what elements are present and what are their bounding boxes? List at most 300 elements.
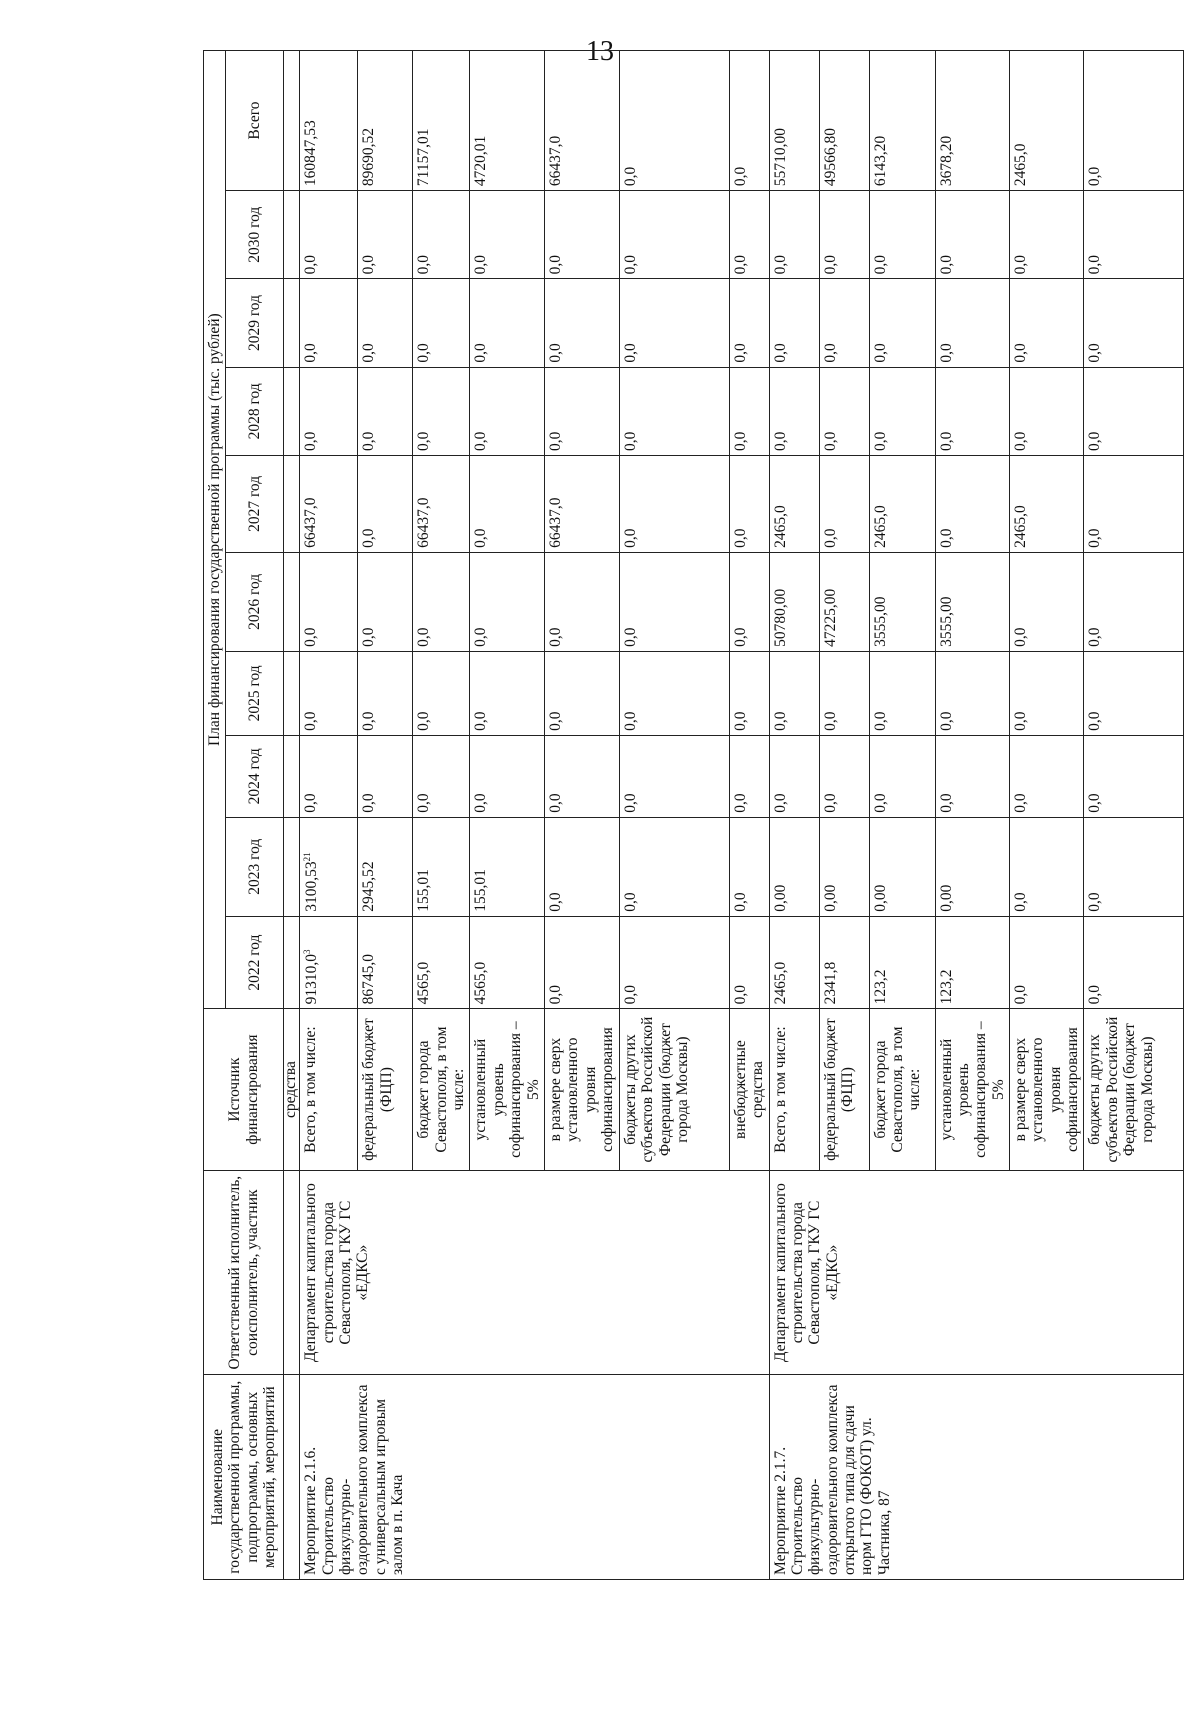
value-text: 0,0	[821, 793, 839, 813]
value-text: 155,01	[472, 869, 490, 912]
year-value	[413, 735, 470, 817]
year-value	[1010, 191, 1084, 279]
year-value	[358, 817, 413, 916]
year-value	[1010, 817, 1084, 916]
year-value	[413, 552, 470, 651]
value-text: 0,0	[415, 627, 433, 647]
year-value	[470, 817, 544, 916]
value-text: 50780,00	[771, 588, 789, 647]
value-text: 0,0	[472, 431, 490, 451]
year-value	[869, 651, 935, 735]
value-text: 66437,0	[415, 497, 433, 548]
year-value	[544, 735, 619, 817]
value-text: 2465,0	[771, 505, 789, 548]
year-value	[358, 916, 413, 1009]
year-value	[819, 735, 869, 817]
value-text: 0,0	[302, 793, 320, 813]
year-value	[935, 735, 1009, 817]
year-value	[769, 651, 819, 735]
funding-source: в размере сверх установленного уровня софинансирования	[544, 1009, 619, 1171]
value-text: 0,0	[621, 431, 639, 451]
year-value	[819, 651, 869, 735]
value-text: 0,0	[871, 793, 889, 813]
year-value	[769, 279, 819, 367]
value-text: 0,0	[360, 343, 378, 363]
footnote-mark: 3	[302, 949, 313, 954]
value-text: 55710,00	[771, 127, 789, 187]
year-value	[935, 552, 1009, 651]
year-value	[769, 367, 819, 455]
year-value	[413, 455, 470, 552]
value-text: 0,0	[415, 255, 433, 275]
value-text: 0,0	[937, 711, 955, 731]
year-value	[300, 735, 358, 817]
value-text: 0,0	[731, 984, 749, 1005]
value-text: 0,0	[1012, 255, 1030, 275]
value-text: 0,0	[1012, 793, 1030, 813]
year-value	[935, 651, 1009, 735]
header-year: 2026 год	[226, 552, 284, 651]
year-value	[300, 817, 358, 916]
year-value	[358, 651, 413, 735]
year-value	[1084, 279, 1184, 367]
value-text: 0,0	[546, 711, 564, 731]
year-value	[413, 191, 470, 279]
year-value	[1010, 279, 1084, 367]
header-plan: План финансирования государственной программы (тыс. рублей)	[204, 51, 226, 1009]
year-value	[869, 817, 935, 916]
funding-source: установленный уровень софинансирования – 5%	[470, 1009, 544, 1171]
value-text: 0,0	[415, 793, 433, 813]
year-value	[544, 455, 619, 552]
value-text: 0,0	[1086, 528, 1104, 548]
year-value	[413, 651, 470, 735]
funding-source: федеральный бюджет (ФЦП)	[819, 1009, 869, 1171]
value-text: 0,0	[771, 711, 789, 731]
value-text: 0,00	[771, 884, 789, 912]
year-value	[619, 191, 729, 279]
value-text: 0,0	[360, 627, 378, 647]
year-value	[300, 191, 358, 279]
header-name: Наименование государственной программы, подпрограммы, основных мероприятий, мероприятий	[204, 1375, 284, 1580]
year-value	[619, 735, 729, 817]
value-text: 49566,80	[821, 127, 839, 187]
value-text: 0,0	[1086, 711, 1104, 731]
value-text: 0,0	[621, 166, 639, 187]
value-text: 66437,0	[546, 497, 564, 548]
year-value	[544, 817, 619, 916]
value-text: 0,0	[546, 793, 564, 813]
continuation-source: средства	[284, 1009, 300, 1171]
year-value	[769, 735, 819, 817]
value-text: 123,2	[871, 969, 889, 1005]
total-value	[300, 51, 358, 191]
value-text: 0,0	[302, 431, 320, 451]
value-text: 0,0	[415, 431, 433, 451]
value-text: 0,0	[302, 711, 320, 731]
value-text: 0,0	[472, 793, 490, 813]
year-value	[869, 916, 935, 1009]
value-text: 0,0	[360, 255, 378, 275]
funding-source: внебюджетные средства	[729, 1009, 769, 1171]
year-value	[413, 367, 470, 455]
funding-source: федеральный бюджет (ФЦП)	[358, 1009, 413, 1171]
year-value	[729, 191, 769, 279]
responsible-executor: Департамент капитального строительства города Севастополя, ГКУ ГС «ЕДКС»	[300, 1170, 769, 1375]
value-text: 0,0	[731, 627, 749, 647]
year-value	[619, 455, 729, 552]
header-responsible: Ответственный исполнитель, соисполнитель, участник	[204, 1170, 284, 1375]
year-value	[358, 191, 413, 279]
year-value	[619, 651, 729, 735]
year-value	[470, 191, 544, 279]
value-text: 0,0	[546, 431, 564, 451]
value-text: 2945,52	[360, 861, 378, 912]
year-value	[935, 916, 1009, 1009]
value-text: 0,0	[360, 793, 378, 813]
year-value	[413, 279, 470, 367]
year-value	[769, 552, 819, 651]
header-year: 2030 год	[226, 191, 284, 279]
value-text: 0,0	[731, 431, 749, 451]
value-text: 0,0	[415, 711, 433, 731]
value-text: 0,0	[937, 793, 955, 813]
value-text: 0,0	[1086, 793, 1104, 813]
year-value	[819, 455, 869, 552]
year-value	[544, 279, 619, 367]
value-text: 0,0	[546, 255, 564, 275]
value-text: 91310,0	[303, 953, 321, 1005]
value-text: 0,0	[302, 255, 320, 275]
year-value	[544, 367, 619, 455]
year-value	[470, 367, 544, 455]
year-value	[935, 191, 1009, 279]
value-text: 89690,52	[360, 127, 378, 187]
header-source: Источник финансирования	[204, 1009, 284, 1171]
year-value	[1084, 735, 1184, 817]
value-text: 0,0	[360, 528, 378, 548]
value-text: 0,0	[621, 528, 639, 548]
year-value	[819, 367, 869, 455]
funding-source: бюджет города Севастополя, в том числе:	[869, 1009, 935, 1171]
value-text: 123,2	[937, 969, 955, 1005]
page-number: 13	[586, 36, 614, 67]
value-text: 0,0	[472, 711, 490, 731]
total-value	[1010, 51, 1084, 191]
year-value	[819, 552, 869, 651]
year-value	[358, 735, 413, 817]
year-value	[470, 735, 544, 817]
year-value	[729, 455, 769, 552]
activity-name: Мероприятие 2.1.6. Строительство физкультурно-оздоровительного комплекса с универсальным игровым залом в п. Кача	[300, 1375, 769, 1580]
value-text: 0,0	[937, 343, 955, 363]
value-text: 0,0	[821, 431, 839, 451]
year-value	[1010, 916, 1084, 1009]
value-text: 0,0	[821, 255, 839, 275]
year-value	[729, 552, 769, 651]
value-text: 0,0	[771, 343, 789, 363]
year-value	[300, 916, 358, 1009]
total-value	[470, 51, 544, 191]
year-value	[729, 367, 769, 455]
value-text: 0,0	[871, 255, 889, 275]
value-text: 0,0	[621, 627, 639, 647]
responsible-executor: Департамент капитального строительства города Севастополя, ГКУ ГС «ЕДКС»	[769, 1170, 1184, 1375]
funding-source: Всего, в том числе:	[300, 1009, 358, 1171]
value-text: 0,0	[821, 711, 839, 731]
value-text: 0,0	[1086, 892, 1104, 912]
year-value	[769, 455, 819, 552]
year-value	[619, 279, 729, 367]
value-text: 0,0	[621, 343, 639, 363]
total-value	[413, 51, 470, 191]
header-year: 2024 год	[226, 735, 284, 817]
year-value	[1084, 817, 1184, 916]
value-text: 0,0	[621, 793, 639, 813]
value-text: 0,0	[1012, 627, 1030, 647]
year-value	[619, 817, 729, 916]
header-year: 2027 год	[226, 455, 284, 552]
value-text: 2341,8	[821, 961, 839, 1005]
year-value	[544, 651, 619, 735]
value-text: 0,0	[731, 166, 749, 187]
year-value	[819, 191, 869, 279]
value-text: 71157,01	[415, 128, 433, 187]
year-value	[1084, 651, 1184, 735]
funding-source: установленный уровень софинансирования – 5%	[935, 1009, 1009, 1171]
year-value	[358, 367, 413, 455]
footnote-mark: 21	[302, 852, 313, 862]
value-text: 0,0	[621, 255, 639, 275]
value-text: 155,01	[415, 869, 433, 912]
year-value	[869, 367, 935, 455]
year-value	[358, 279, 413, 367]
year-value	[1084, 367, 1184, 455]
header-year: 2023 год	[226, 817, 284, 916]
year-value	[729, 651, 769, 735]
value-text: 0,0	[302, 627, 320, 647]
value-text: 0,0	[1086, 255, 1104, 275]
year-value	[869, 735, 935, 817]
year-value	[869, 552, 935, 651]
year-value	[1084, 191, 1184, 279]
value-text: 0,0	[546, 343, 564, 363]
value-text: 0,0	[1012, 431, 1030, 451]
year-value	[544, 916, 619, 1009]
value-text: 3555,00	[937, 596, 955, 647]
value-text: 0,0	[1086, 343, 1104, 363]
value-text: 0,0	[937, 528, 955, 548]
total-value	[819, 51, 869, 191]
year-value	[1084, 552, 1184, 651]
value-text: 2465,0	[1012, 143, 1030, 187]
year-value	[619, 916, 729, 1009]
table-row	[300, 51, 358, 1580]
value-text: 0,0	[360, 711, 378, 731]
header-year: 2022 год	[226, 916, 284, 1009]
funding-source: в размере сверх установленного уровня софинансирования	[1010, 1009, 1084, 1171]
value-text: 0,0	[1086, 627, 1104, 647]
value-text: 0,0	[731, 255, 749, 275]
year-value	[869, 455, 935, 552]
value-text: 0,0	[472, 255, 490, 275]
value-text: 0,0	[621, 892, 639, 912]
year-value	[619, 367, 729, 455]
year-value	[869, 191, 935, 279]
year-value	[935, 279, 1009, 367]
value-text: 0,0	[871, 343, 889, 363]
value-text: 0,0	[821, 343, 839, 363]
header-total: Всего	[226, 51, 284, 191]
value-text: 0,0	[1086, 431, 1104, 451]
value-text: 0,00	[937, 884, 955, 912]
total-value	[869, 51, 935, 191]
value-text: 0,0	[1012, 343, 1030, 363]
year-value	[819, 279, 869, 367]
funding-source: бюджеты других субъектов Российской Федерации (бюджет города Москвы)	[1084, 1009, 1184, 1171]
total-value	[619, 51, 729, 191]
year-value	[729, 817, 769, 916]
continuation-row	[284, 51, 300, 1580]
value-text: 0,0	[871, 711, 889, 731]
year-value	[619, 552, 729, 651]
value-text: 0,0	[771, 255, 789, 275]
value-text: 0,00	[871, 884, 889, 912]
value-text: 3100,53	[303, 861, 321, 912]
year-value	[935, 455, 1009, 552]
value-text: 3555,00	[871, 596, 889, 647]
value-text: 0,0	[937, 255, 955, 275]
total-value	[544, 51, 619, 191]
value-text: 2465,0	[871, 505, 889, 548]
value-text: 0,0	[1086, 984, 1104, 1005]
year-value	[935, 817, 1009, 916]
year-value	[729, 735, 769, 817]
funding-source: бюджеты других субъектов Российской Федерации (бюджет города Москвы)	[619, 1009, 729, 1171]
total-value	[1084, 51, 1184, 191]
value-text: 0,0	[546, 892, 564, 912]
value-text: 0,0	[731, 892, 749, 912]
value-text: 0,0	[302, 343, 320, 363]
year-value	[769, 191, 819, 279]
value-text: 0,0	[731, 343, 749, 363]
funding-source: бюджет города Севастополя, в том числе:	[413, 1009, 470, 1171]
header-year: 2029 год	[226, 279, 284, 367]
year-value	[470, 651, 544, 735]
header-year: 2025 год	[226, 651, 284, 735]
value-text: 0,0	[1012, 984, 1030, 1005]
value-text: 0,0	[1012, 892, 1030, 912]
value-text: 0,0	[937, 431, 955, 451]
header-year: 2028 год	[226, 367, 284, 455]
value-text: 0,0	[731, 793, 749, 813]
value-text: 160847,53	[302, 120, 320, 187]
value-text: 2465,0	[771, 961, 789, 1005]
year-value	[769, 817, 819, 916]
year-value	[769, 916, 819, 1009]
value-text: 0,0	[731, 528, 749, 548]
value-text: 0,0	[621, 984, 639, 1005]
value-text: 6143,20	[871, 135, 889, 187]
value-text: 0,0	[1086, 166, 1104, 187]
year-value	[935, 367, 1009, 455]
year-value	[1010, 455, 1084, 552]
value-text: 0,0	[731, 711, 749, 731]
table-row	[769, 51, 819, 1580]
year-value	[1084, 455, 1184, 552]
year-value	[470, 916, 544, 1009]
value-text: 0,0	[871, 431, 889, 451]
value-text: 66437,0	[546, 135, 564, 187]
value-text: 0,0	[771, 431, 789, 451]
funding-table	[203, 50, 1184, 1580]
value-text: 3678,20	[937, 135, 955, 187]
year-value	[729, 279, 769, 367]
total-value	[769, 51, 819, 191]
year-value	[819, 916, 869, 1009]
year-value	[729, 916, 769, 1009]
value-text: 0,0	[771, 793, 789, 813]
year-value	[300, 367, 358, 455]
year-value	[358, 552, 413, 651]
year-value	[1010, 367, 1084, 455]
year-value	[470, 552, 544, 651]
value-text: 0,0	[472, 627, 490, 647]
value-text: 0,0	[415, 343, 433, 363]
value-text: 0,0	[360, 431, 378, 451]
year-value	[300, 651, 358, 735]
year-value	[1010, 651, 1084, 735]
value-text: 4565,0	[415, 961, 433, 1005]
activity-name: Мероприятие 2.1.7. Строительство физкультурно-оздоровительного комплекса открытого типа для сдачи норм ГТО (ФОКОТ) ул. Частника, 87	[769, 1375, 1184, 1580]
year-value	[300, 455, 358, 552]
total-value	[729, 51, 769, 191]
total-value	[358, 51, 413, 191]
value-text: 66437,0	[302, 497, 320, 548]
value-text: 0,0	[546, 984, 564, 1005]
funding-source: Всего, в том числе:	[769, 1009, 819, 1171]
year-value	[413, 916, 470, 1009]
value-text: 0,00	[821, 884, 839, 912]
value-text: 0,0	[821, 528, 839, 548]
year-value	[300, 279, 358, 367]
year-value	[819, 817, 869, 916]
value-text: 0,0	[621, 711, 639, 731]
value-text: 2465,0	[1012, 505, 1030, 548]
total-value	[935, 51, 1009, 191]
year-value	[544, 552, 619, 651]
funding-table-rotated	[203, 50, 1156, 1580]
year-value	[1084, 916, 1184, 1009]
value-text: 0,0	[472, 528, 490, 548]
year-value	[358, 455, 413, 552]
year-value	[1010, 735, 1084, 817]
value-text: 0,0	[472, 343, 490, 363]
year-value	[470, 279, 544, 367]
year-value	[300, 552, 358, 651]
value-text: 4565,0	[472, 961, 490, 1005]
year-value	[1010, 552, 1084, 651]
value-text: 47225,00	[821, 588, 839, 647]
year-value	[544, 191, 619, 279]
year-value	[869, 279, 935, 367]
value-text: 0,0	[546, 627, 564, 647]
value-text: 86745,0	[360, 953, 378, 1005]
value-text: 0,0	[1012, 711, 1030, 731]
year-value	[470, 455, 544, 552]
value-text: 4720,01	[472, 135, 490, 187]
year-value	[413, 817, 470, 916]
